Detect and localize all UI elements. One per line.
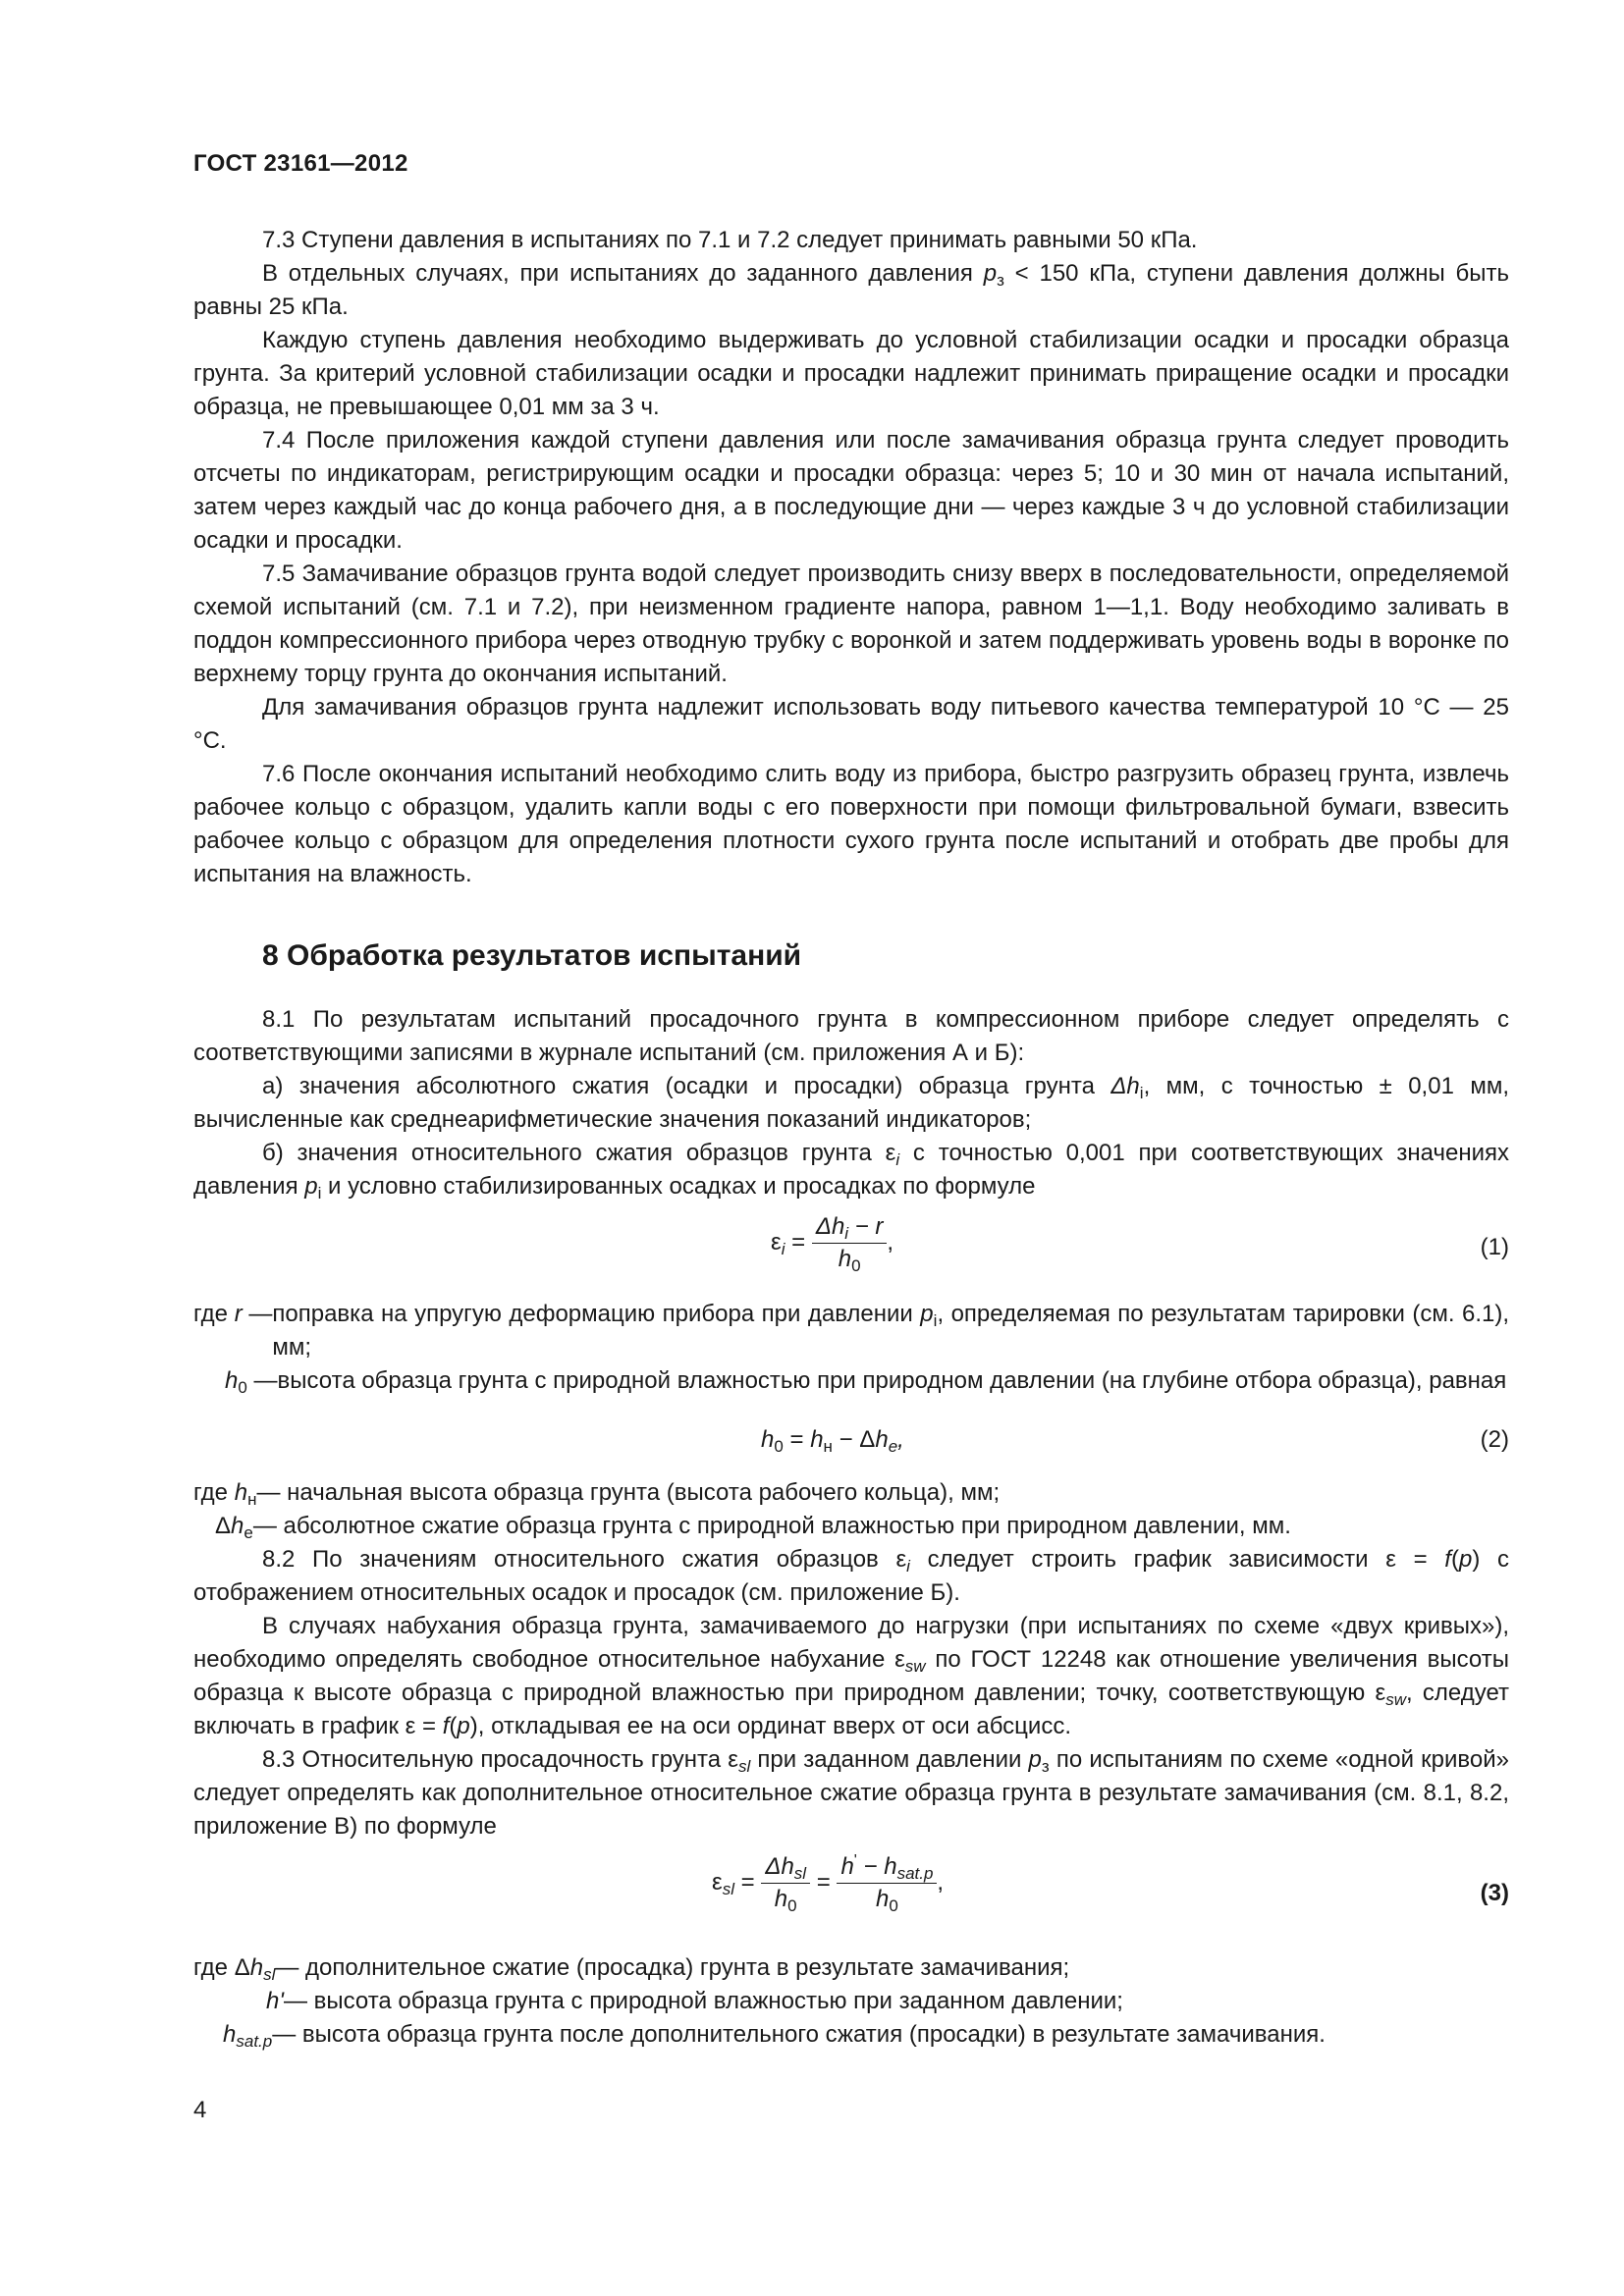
where-hsatp: $h_{sat.p}$ — высота образца грунта после дополнительного сжатия (просадки) в результате замачивания. xyxy=(223,2021,1326,2051)
paragraph-7-3-b: В отдельных случаях, при испытаниях до заданного давления $p_з < 150$ кПа, ступени давления должны быть равны 25 кПа. xyxy=(193,260,1510,320)
where-hn: где $h_н$ — начальная высота образца грунта (высота рабочего кольца), мм; xyxy=(193,1479,1001,1509)
where-dhe: $\Delta h_е$ — абсолютное сжатие образца грунта с природной влажностью при природном давлении, мм. xyxy=(215,1513,1291,1542)
paragraph-8-2: 8.2 По значениям относительного сжатия образцов $\varepsilon_i$ следует строить график зависимости ε = f(p) с отображением относительных осадок и просадок (см. приложение Б). xyxy=(193,1546,1509,1606)
formula-1-number: (1) xyxy=(1480,1234,1509,1260)
formula-3-body: $\varepsilon_{sl}$ = $\frac{\Delta h_{sl}}{h_0}$ = $\frac{h' - h_{sat.p}}{h_0}$ , xyxy=(712,1852,945,1915)
paragraph-8-2-b: В случаях набухания образца грунта, замачиваемого до нагрузки (при испытаниях по схеме «двух кривых»), необходимо определять свободное относительное набухание $\varepsilon_{sw}$ по ГОСТ 12248 как отношение увеличения высоты образца к высоте образца с природной влажностью при природном давлении; точку, соответствующую $\varepsilon_{sw}$, следует включать в график ε = f(p), откладывая ее на оси ординат вверх от оси абсцисс. xyxy=(193,1613,1509,1739)
page-number: 4 xyxy=(193,2097,207,2123)
paragraph-8-1-b: б) значения относительного сжатия образцов грунта $\varepsilon_i$ с точностью 0,001 при соответствующих значениях давления $p_i$ и условно стабилизированных осадках и просадках по формуле xyxy=(193,1140,1509,1202)
formula-1-fraction: $\frac{\Delta h_i - r}{h_0}$ xyxy=(812,1213,888,1273)
formula-3-number: (3) xyxy=(1480,1880,1509,1906)
paragraph-8-1: 8.1 По результатам испытаний просадочного грунта в компрессионном приборе следует определять с соответствующими записями в журнале испытаний (см. приложения А и Б): xyxy=(193,1006,1509,1066)
formula-1 xyxy=(193,1213,1509,1290)
section-8-heading: 8 Обработка результатов испытаний xyxy=(262,939,802,972)
where-h-prime: h' — высота образца грунта с природной влажностью при заданном давлении; xyxy=(266,1988,1123,2014)
formula-2-number: (2) xyxy=(1480,1426,1509,1453)
formula-1-body: $\varepsilon_i$ = $\frac{\Delta h_i - r}{h_0}$ , xyxy=(771,1213,894,1275)
paragraph-7-6: 7.6 После окончания испытаний необходимо слить воду из прибора, быстро разгрузить образец грунта, извлечь рабочее кольцо с образцом, удалить капли воды с его поверхности при помощи фильтровальной бумаги, взвесить рабочее кольцо с образцом для определения плотности сухого грунта после испытаний и отобрать две пробы для испытания на влажность. xyxy=(193,761,1509,887)
paragraph-7-3-c: Каждую ступень давления необходимо выдерживать до условной стабилизации осадки и просадки образца грунта. За критерий условной стабилизации осадки и просадки надлежит принимать приращение осадки и просадки образца, не превышающее 0,01 мм за 3 ч. xyxy=(193,327,1509,420)
formula-2-body: $h_0 = h_н - \Delta h_e$, xyxy=(761,1426,904,1456)
paragraph-7-5-b: Для замачивания образцов грунта надлежит использовать воду питьевого качества температурой 10 °С — 25 °С. xyxy=(193,694,1509,754)
formula-3 xyxy=(193,1853,1509,1944)
standard-header: ГОСТ 23161—2012 xyxy=(193,150,408,177)
paragraph-7-3: 7.3 Ступени давления в испытаниях по 7.1 и 7.2 следует принимать равными 50 кПа. xyxy=(262,227,1198,253)
formula-3-fraction-1: $\frac{\Delta h_{sl}}{h_0}$ xyxy=(761,1853,810,1913)
paragraph-8-1-a: а) значения абсолютного сжатия (осадки и просадки) образца грунта $\Delta h_i$, мм, с точностью ± 0,01 мм, вычисленные как среднеарифметические значения показаний индикаторов; xyxy=(193,1073,1509,1133)
where-r: где r — поправка на упругую деформацию прибора при давлении $p_i$, определяемая по результатам тарировки (см. 6.1), мм; xyxy=(193,1301,1509,1361)
where-h0: $h_0$ — высота образца грунта с природной влажностью при природном давлении (на глубине отбора образца), равная xyxy=(225,1367,1507,1397)
paragraph-7-4: 7.4 После приложения каждой ступени давления или после замачивания образца грунта следует проводить отсчеты по индикаторам, регистрирующим осадки и просадки образца: через 5; 10 и 30 мин от начала испытаний, затем через каждый час до конца рабочего дня, а в последующие дни — через каждые 3 ч до условной стабилизации осадки и просадки. xyxy=(193,427,1509,554)
page-body xyxy=(193,224,1509,2052)
formula-2 xyxy=(193,1408,1509,1468)
paragraph-8-3: 8.3 Относительную просадочность грунта $\varepsilon_{sl}$ при заданном давлении $p_з$ по испытаниям по схеме «одной кривой» следует определять как дополнительное относительное сжатие образца грунта в результате замачивания (см. 8.1, 8.2, приложение В) по формуле xyxy=(193,1746,1510,1840)
paragraph-7-5: 7.5 Замачивание образцов грунта водой следует производить снизу вверх в последовательности, определяемой схемой испытаний (см. 7.1 и 7.2), при неизменном градиенте напора, равном 1—1,1. Воду необходимо заливать в поддон компрессионного прибора через отводную трубку с воронкой и затем поддерживать уровень воды в воронке по верхнему торцу грунта до окончания испытаний. xyxy=(193,561,1509,687)
formula-3-fraction-2: $\frac{h' - h_{sat.p}}{h_0}$ xyxy=(837,1853,937,1913)
where-dhsl: где $\Delta h_{sl}$ — дополнительное сжатие (просадка) грунта в результате замачивания; xyxy=(193,1954,1070,1984)
